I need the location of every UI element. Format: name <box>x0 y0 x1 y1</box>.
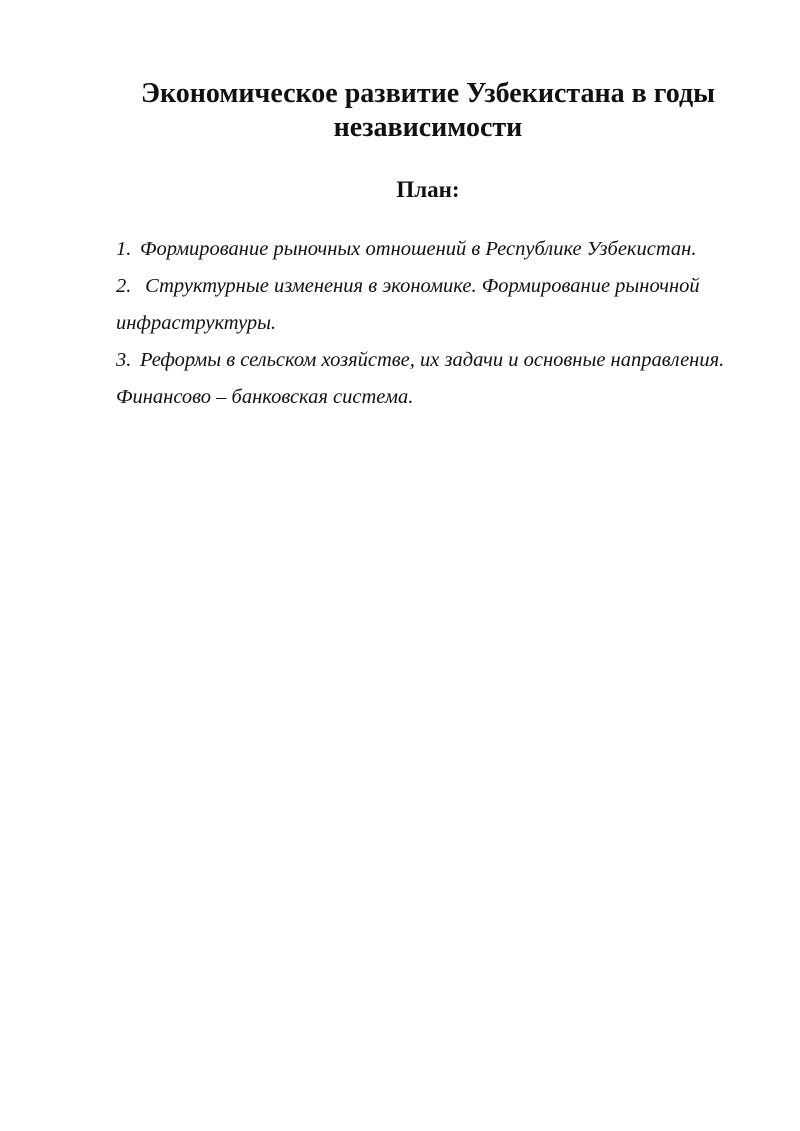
document-title <box>112 77 744 145</box>
plan-item-text: Структурные изменения в экономике. Формирование рыночной инфраструктуры. <box>116 275 700 334</box>
title-line-1: Экономическое развитие Узбекистана в годы <box>141 78 715 109</box>
plan-list <box>116 231 744 416</box>
plan-heading: План: <box>396 177 460 202</box>
plan-item <box>116 268 744 342</box>
plan-item-text: Формирование рыночных отношений в Республике Узбекистан. <box>140 238 697 260</box>
title-line-2: независимости <box>333 112 523 143</box>
plan-item-text: Реформы в сельском хозяйстве, их задачи и основные направления. Финансово – банковская система. <box>116 349 725 408</box>
plan-item-number: 1. <box>116 238 132 260</box>
plan-item-number: 2. <box>116 275 132 297</box>
plan-item <box>116 231 744 268</box>
plan-item-number: 3. <box>116 349 132 371</box>
plan-item <box>116 342 744 416</box>
